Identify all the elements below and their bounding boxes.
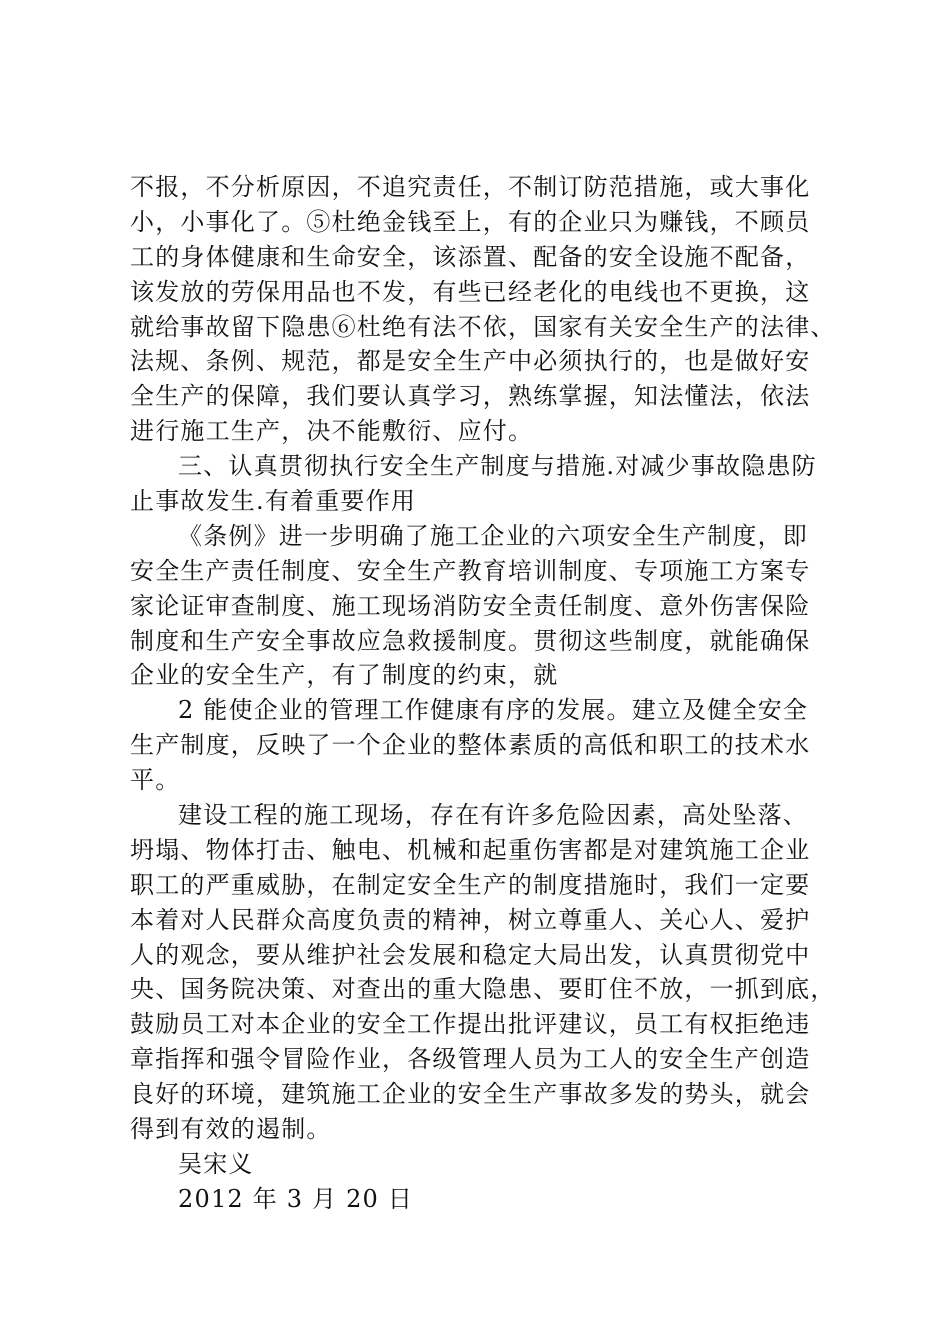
paragraph-regulations	[130, 519, 850, 693]
text-line: 鼓励员工对本企业的安全工作提出批评建议，员工有权拒绝违	[130, 1010, 811, 1039]
paragraph-1	[130, 170, 850, 449]
text-line: 平。	[130, 766, 181, 795]
paragraph-construction-site	[130, 798, 850, 1147]
text-line: 《条例》进一步明确了施工企业的六项安全生产制度，即	[178, 521, 808, 550]
signature-block	[130, 1147, 850, 1217]
text-line: 坍塌、物体打击、触电、机械和起重伤害都是对建筑施工企业	[130, 835, 811, 864]
text-line: 良好的环境，建筑施工企业的安全生产事故多发的势头，就会	[130, 1080, 811, 1109]
text-line: 章指挥和强令冒险作业，各级管理人员为工人的安全生产创造	[130, 1045, 811, 1074]
text-line: 生产制度，反映了一个企业的整体素质的高低和职工的技术水	[130, 731, 811, 760]
text-line: 建设工程的施工现场，存在有许多危险因素，高处坠落、	[178, 801, 808, 830]
text-line: 企业的安全生产，有了制度的约束，就	[130, 661, 559, 690]
text-line: 职工的严重威胁，在制定安全生产的制度措施时，我们一定要	[130, 870, 811, 899]
text-line: 就给事故留下隐患⑥杜绝有法不依，国家有关安全生产的法律、	[130, 312, 836, 341]
document-body	[130, 170, 850, 1217]
paragraph-management	[130, 693, 850, 798]
text-line: 人的观念，要从维护社会发展和稳定大局出发，认真贯彻党中	[130, 940, 811, 969]
text-line: 全生产的保障，我们要认真学习，熟练掌握，知法懂法，依法	[130, 382, 811, 411]
text-line: 2 能使企业的管理工作健康有序的发展。建立及健全安全	[178, 696, 809, 725]
text-line: 家论证审查制度、施工现场消防安全责任制度、意外伤害保险	[130, 591, 811, 620]
text-line: 进行施工生产，决不能敷衍、应付。	[130, 417, 534, 446]
text-line: 止事故发生.有着重要作用	[130, 487, 417, 516]
text-line: 得到有效的遏制。	[130, 1115, 332, 1144]
text-line: 该发放的劳保用品也不发，有些已经老化的电线也不更换，这	[130, 277, 811, 306]
text-line: 不报，不分析原因，不追究责任，不制订防范措施，或大事化	[130, 173, 811, 201]
signature-date: 2012 年 3 月 20 日	[178, 1184, 414, 1213]
text-line: 制度和生产安全事故应急救援制度。贯彻这些制度，就能确保	[130, 626, 811, 655]
text-line: 央、国务院决策、对查出的重大隐患、要盯住不放，一抓到底，	[130, 975, 836, 1004]
text-line: 小，小事化了。⑤杜绝金钱至上，有的企业只为赚钱，不顾员	[130, 207, 811, 236]
author-name: 吴宋义	[178, 1149, 254, 1178]
text-line: 工的身体健康和生命安全，该添置、配备的安全设施不配备，	[130, 242, 811, 271]
text-line: 安全生产责任制度、安全生产教育培训制度、专项施工方案专	[130, 556, 811, 585]
section-heading-3	[130, 449, 850, 519]
text-line: 三、认真贯彻执行安全生产制度与措施.对减少事故隐患防	[178, 452, 817, 481]
text-line: 法规、条例、规范，都是安全生产中必须执行的，也是做好安	[130, 347, 811, 376]
text-line: 本着对人民群众高度负责的精神，树立尊重人、关心人、爱护	[130, 905, 811, 934]
